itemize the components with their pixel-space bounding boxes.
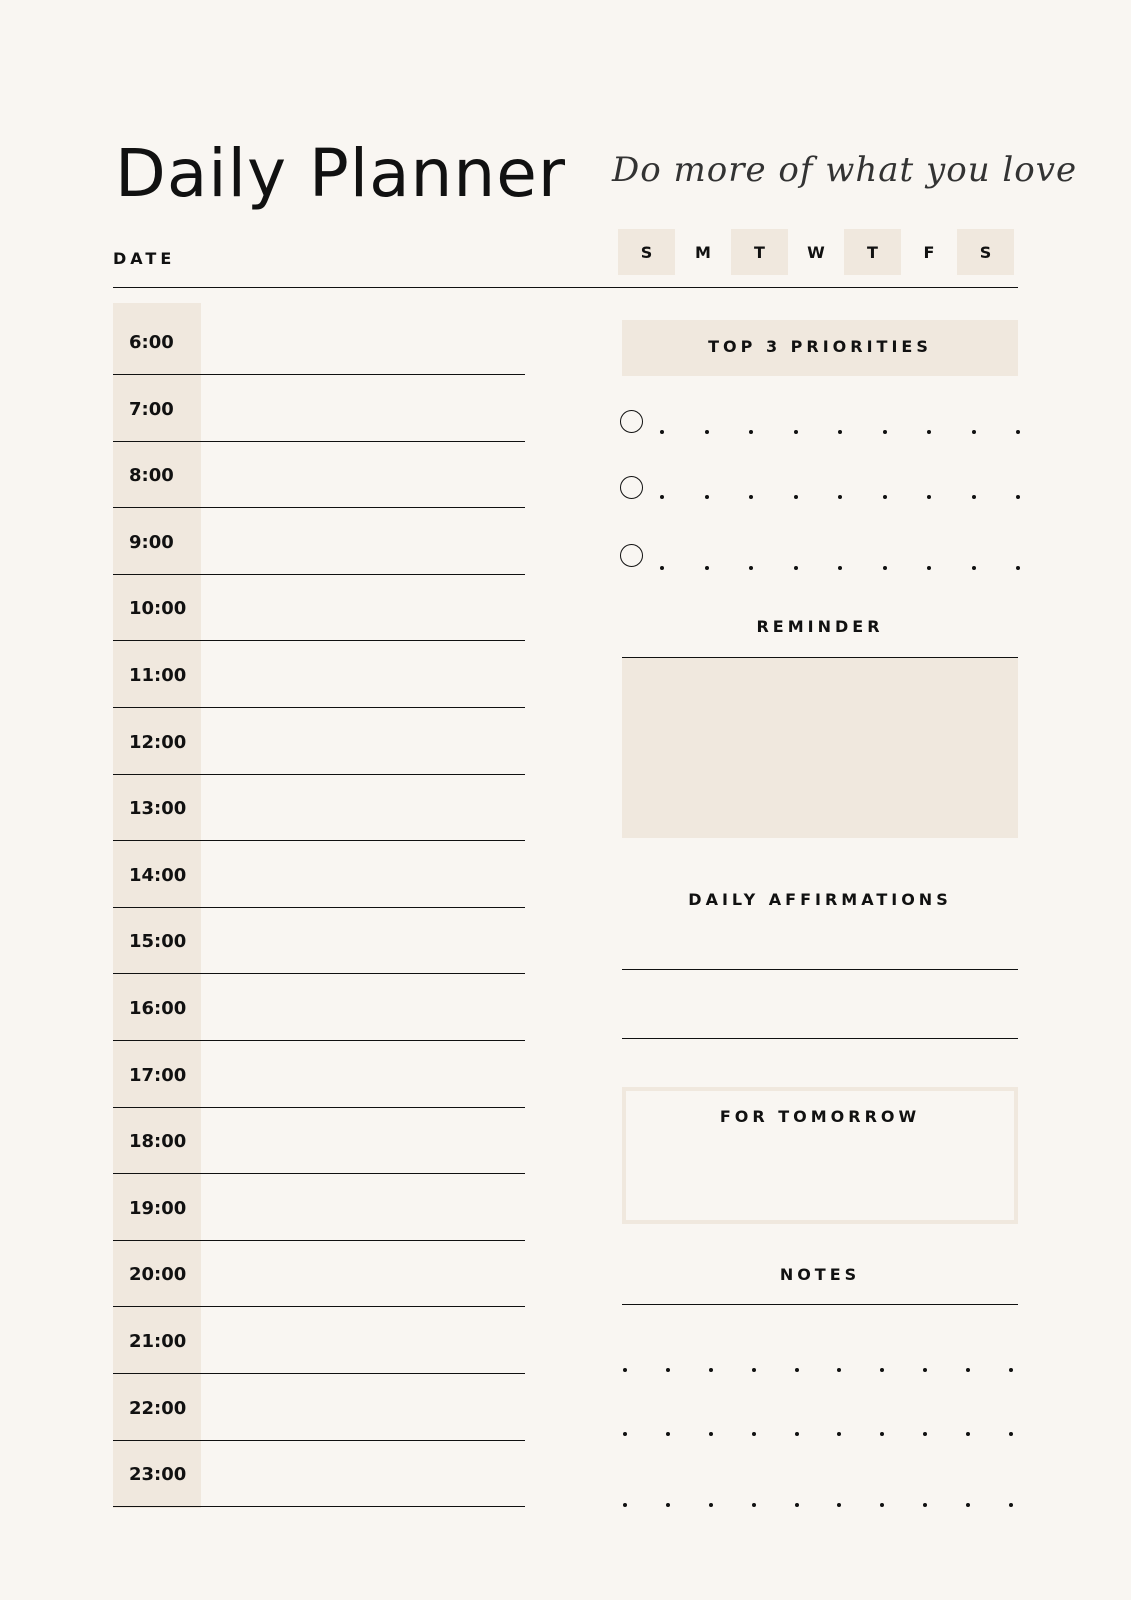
dot [1016, 430, 1020, 434]
dot [795, 1432, 799, 1436]
schedule-row[interactable] [113, 1307, 525, 1374]
schedule-row[interactable] [113, 441, 525, 508]
dot [794, 495, 798, 499]
dot [666, 1368, 670, 1372]
reminder-heading: REMINDER [756, 617, 884, 636]
dot [1016, 495, 1020, 499]
weekday-6[interactable]: F [923, 242, 935, 262]
weekday-1[interactable]: S [618, 229, 675, 275]
priority-dot-line-2[interactable] [660, 495, 1020, 499]
schedule-row[interactable] [113, 974, 525, 1041]
schedule-row[interactable] [113, 375, 525, 442]
schedule-row[interactable] [113, 1374, 525, 1441]
dot [749, 566, 753, 570]
priority-checkbox-3[interactable] [620, 544, 643, 567]
dot [883, 495, 887, 499]
dot [794, 566, 798, 570]
schedule-row[interactable] [113, 641, 525, 708]
dot [838, 566, 842, 570]
time-label: 11:00 [129, 665, 187, 686]
schedule-row[interactable] [113, 308, 525, 375]
dot [623, 1503, 627, 1507]
notes-dot-line-2[interactable] [623, 1432, 1013, 1436]
time-label: 9:00 [129, 531, 174, 553]
dot [660, 566, 664, 570]
weekday-3[interactable]: T [731, 229, 788, 275]
time-label: 14:00 [129, 864, 187, 886]
dot [794, 430, 798, 434]
dot [927, 566, 931, 570]
schedule-row[interactable] [113, 841, 525, 908]
schedule-row[interactable] [113, 1174, 525, 1241]
dot [666, 1432, 670, 1436]
schedule-row[interactable] [113, 1440, 525, 1507]
notes-dot-line-3[interactable] [623, 1503, 1013, 1507]
time-label: 8:00 [129, 465, 174, 487]
time-label: 15:00 [129, 931, 187, 953]
priority-checkbox-2[interactable] [620, 476, 643, 499]
priority-checkbox-1[interactable] [620, 410, 643, 433]
priorities-heading: TOP 3 PRIORITIES [708, 337, 932, 356]
dot [709, 1503, 713, 1507]
dot [972, 566, 976, 570]
time-label: 16:00 [129, 998, 187, 1019]
dot [880, 1432, 884, 1436]
dot [752, 1368, 756, 1372]
dot [705, 495, 709, 499]
weekday-7[interactable]: S [957, 229, 1014, 275]
dot [923, 1503, 927, 1507]
schedule-row[interactable] [113, 907, 525, 974]
date-label: DATE [113, 249, 176, 268]
dot [1009, 1503, 1013, 1507]
affirmations-heading: DAILY AFFIRMATIONS [688, 890, 952, 909]
dot [752, 1503, 756, 1507]
dot [880, 1368, 884, 1372]
time-label: 22:00 [129, 1397, 187, 1419]
notes-heading: NOTES [779, 1265, 861, 1284]
dot [795, 1368, 799, 1372]
weekday-2[interactable]: M [695, 242, 711, 262]
dot [927, 430, 931, 434]
schedule-row[interactable] [113, 574, 525, 641]
dot [1016, 566, 1020, 570]
schedule-line [113, 1506, 525, 1507]
reminder-box[interactable] [622, 658, 1018, 838]
dot [838, 495, 842, 499]
dot [880, 1503, 884, 1507]
dot [966, 1368, 970, 1372]
time-label: 19:00 [129, 1197, 187, 1219]
notes-divider [622, 1304, 1018, 1305]
dot [966, 1432, 970, 1436]
dot [749, 495, 753, 499]
priority-dot-line-1[interactable] [660, 430, 1020, 434]
dot [749, 430, 753, 434]
dot [709, 1432, 713, 1436]
time-label: 7:00 [129, 398, 174, 420]
priority-dot-line-3[interactable] [660, 566, 1020, 570]
dot [837, 1432, 841, 1436]
dot [923, 1432, 927, 1436]
dot [837, 1368, 841, 1372]
page-title: Daily Planner [115, 135, 566, 212]
dot [883, 566, 887, 570]
tomorrow-heading: FOR TOMORROW [719, 1107, 921, 1126]
dot [972, 495, 976, 499]
dot [795, 1503, 799, 1507]
dot [705, 566, 709, 570]
dot [623, 1368, 627, 1372]
dot [883, 430, 887, 434]
weekday-5[interactable]: T [844, 229, 901, 275]
time-label: 17:00 [129, 1064, 187, 1086]
dot [966, 1503, 970, 1507]
dot [705, 430, 709, 434]
weekday-4[interactable]: W [807, 242, 825, 262]
dot [838, 430, 842, 434]
dot [927, 495, 931, 499]
schedule-row[interactable] [113, 1107, 525, 1174]
time-label: 20:00 [129, 1264, 187, 1286]
dot [623, 1432, 627, 1436]
dot [709, 1368, 713, 1372]
tagline: Do more of what you love [612, 150, 1078, 190]
time-label: 18:00 [129, 1131, 187, 1153]
time-label: 21:00 [129, 1331, 187, 1352]
schedule-row[interactable] [113, 1240, 525, 1307]
notes-dot-line-1[interactable] [623, 1368, 1013, 1372]
dot [972, 430, 976, 434]
schedule-row[interactable] [113, 508, 525, 575]
dot [660, 430, 664, 434]
schedule-row[interactable] [113, 1041, 525, 1108]
dot [1009, 1432, 1013, 1436]
time-label: 23:00 [129, 1464, 187, 1486]
dot [923, 1368, 927, 1372]
dot [660, 495, 664, 499]
header-divider [113, 287, 1018, 288]
schedule-row[interactable] [113, 708, 525, 775]
dot [1009, 1368, 1013, 1372]
time-label: 10:00 [129, 598, 187, 620]
affirmation-line-2[interactable] [622, 1038, 1018, 1039]
time-label: 6:00 [129, 332, 174, 353]
dot [837, 1503, 841, 1507]
time-label: 13:00 [129, 798, 187, 820]
dot [666, 1503, 670, 1507]
schedule-row[interactable] [113, 774, 525, 841]
affirmation-line-1[interactable] [622, 969, 1018, 970]
dot [752, 1432, 756, 1436]
time-label: 12:00 [129, 731, 187, 753]
